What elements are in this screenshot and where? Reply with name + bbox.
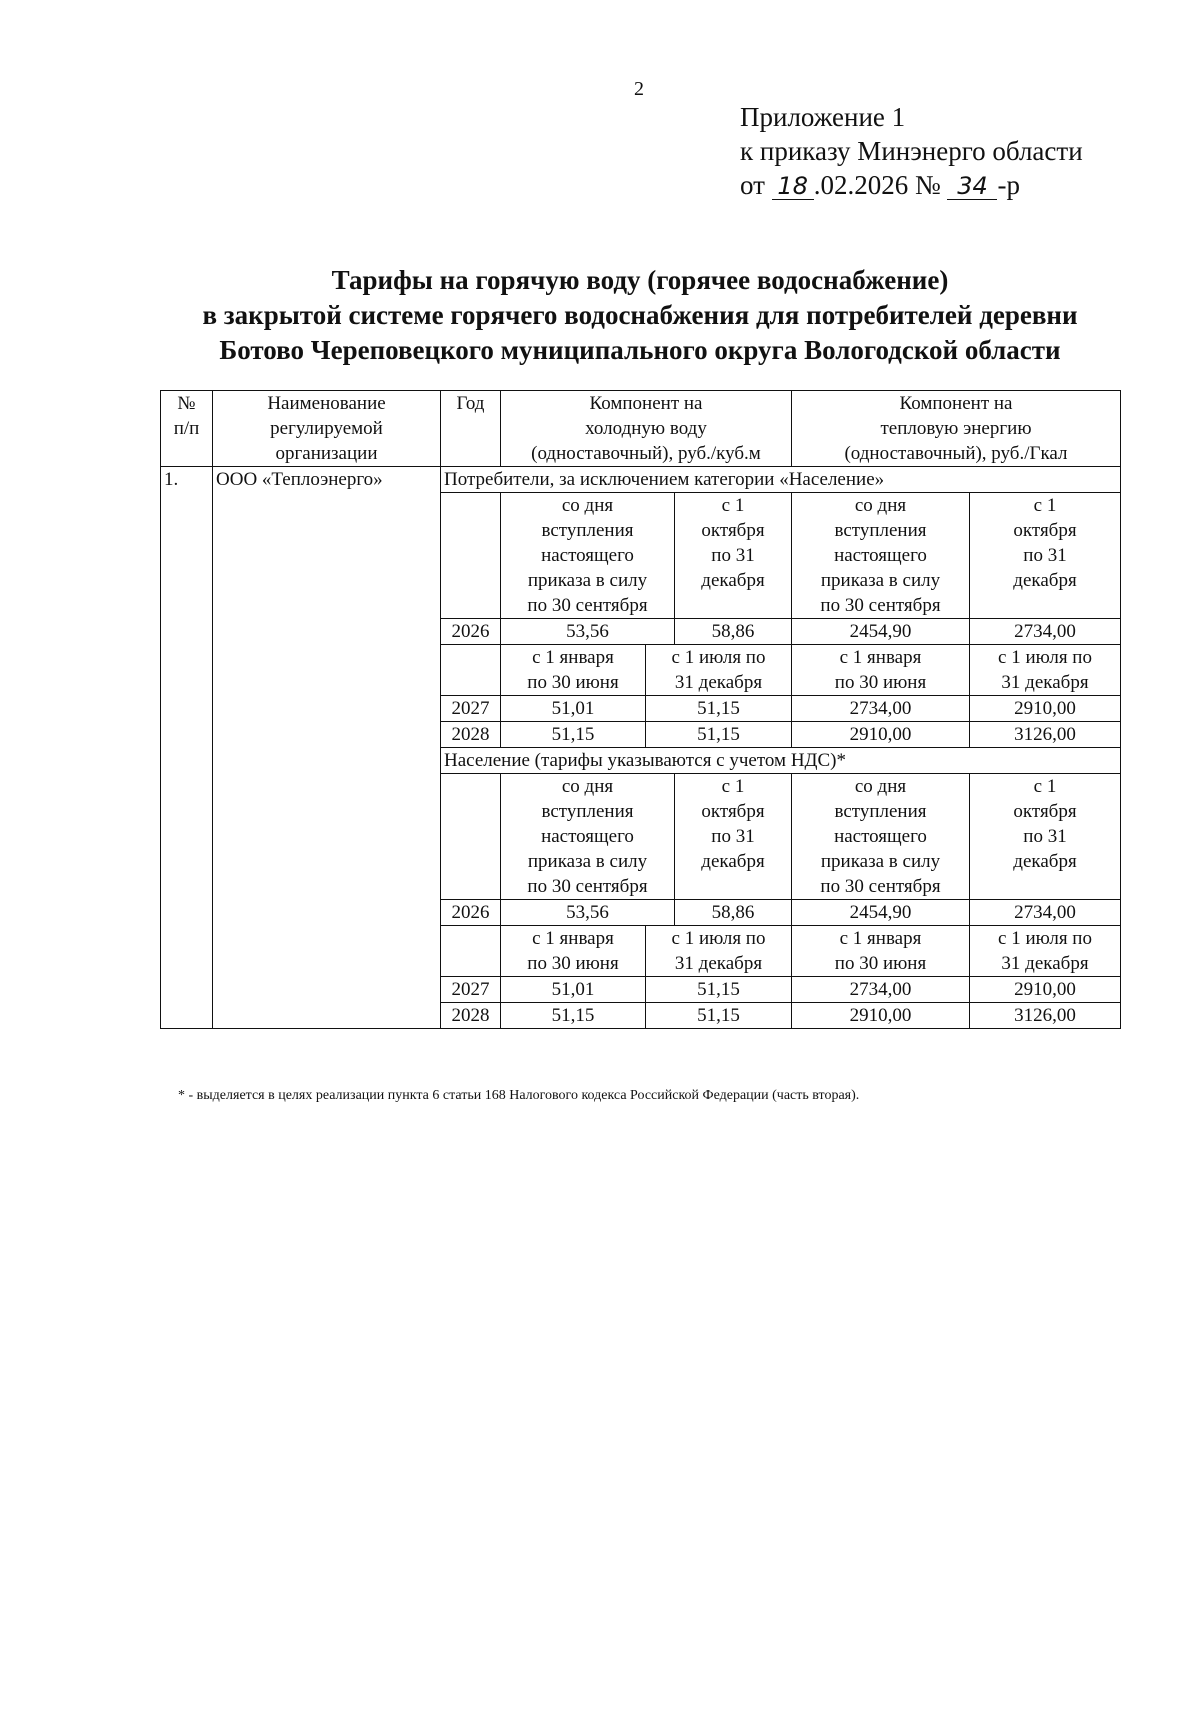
period-from-order: со дня вступления настоящего приказа в силу по 30 сентября: [792, 774, 970, 900]
period-jan-jun: с 1 января по 30 июня: [501, 926, 646, 977]
cold-value: 53,56: [501, 900, 675, 926]
cold-value: 51,15: [646, 696, 792, 722]
appendix-title: Приложение 1: [740, 102, 906, 132]
cold-value: 51,01: [501, 696, 646, 722]
year-blank: [441, 774, 501, 900]
tariff-table-wrapper: [160, 390, 1120, 1029]
heat-value: 3126,00: [970, 722, 1121, 748]
period-from-october: с 1 октября по 31 декабря: [970, 493, 1121, 619]
heat-value: 2454,90: [792, 900, 970, 926]
period-jul-dec: с 1 июля по 31 декабря: [646, 645, 792, 696]
appendix-block: [740, 100, 1083, 202]
period-from-order: со дня вступления настоящего приказа в силу по 30 сентября: [501, 493, 675, 619]
cold-value: 51,01: [501, 977, 646, 1003]
title-line-1: Тарифы на горячую воду (горячее водоснабжение): [331, 265, 949, 295]
header-num: № п/п: [161, 391, 213, 467]
number-prefix: №: [914, 170, 941, 200]
cold-value: 51,15: [501, 722, 646, 748]
year-cell: 2026: [441, 619, 501, 645]
appendix-order-ref: к приказу Минэнерго области: [740, 136, 1083, 166]
year-blank: [441, 645, 501, 696]
period-jan-jun: с 1 января по 30 июня: [792, 645, 970, 696]
handwritten-number: 34: [947, 173, 997, 200]
organization-name: ООО «Теплоэнерго»: [213, 467, 441, 1029]
group-label: Потребители, за исключением категории «Население»: [441, 467, 1121, 493]
group-label: Население (тарифы указываются с учетом НДС)*: [441, 748, 1121, 774]
appendix-date-line: [740, 168, 1083, 202]
period-jan-jun: с 1 января по 30 июня: [792, 926, 970, 977]
cold-value: 51,15: [646, 722, 792, 748]
header-organization: Наименование регулируемой организации: [213, 391, 441, 467]
title-line-2: в закрытой системе горячего водоснабжения для потребителей деревни: [202, 300, 1078, 330]
number-suffix: -р: [997, 170, 1020, 200]
header-cold-water: Компонент на холодную воду (одноставочный), руб./куб.м: [501, 391, 792, 467]
page-number: 2: [634, 78, 644, 100]
year-blank: [441, 493, 501, 619]
cold-value: 58,86: [675, 619, 792, 645]
heat-value: 2734,00: [970, 900, 1121, 926]
row-number: 1.: [161, 467, 213, 1029]
heat-value: 2454,90: [792, 619, 970, 645]
year-cell: 2028: [441, 1003, 501, 1029]
year-cell: 2027: [441, 696, 501, 722]
heat-value: 2734,00: [792, 696, 970, 722]
date-rest: .02.2026: [813, 170, 909, 200]
header-heat-energy: Компонент на тепловую энергию (одноставочный), руб./Гкал: [792, 391, 1121, 467]
heat-value: 3126,00: [970, 1003, 1121, 1029]
handwritten-day: 18: [772, 173, 814, 200]
period-jul-dec: с 1 июля по 31 декабря: [646, 926, 792, 977]
heat-value: 2910,00: [970, 977, 1121, 1003]
period-jan-jun: с 1 января по 30 июня: [501, 645, 646, 696]
cold-value: 58,86: [675, 900, 792, 926]
header-year: Год: [441, 391, 501, 467]
period-from-october: с 1 октября по 31 декабря: [675, 774, 792, 900]
footnote: * - выделяется в целях реализации пункта 6 статьи 168 Налогового кодекса Российской Федерации (часть вторая).: [178, 1088, 860, 1103]
heat-value: 2734,00: [970, 619, 1121, 645]
heat-value: 2910,00: [792, 722, 970, 748]
period-jul-dec: с 1 июля по 31 декабря: [970, 645, 1121, 696]
year-cell: 2027: [441, 977, 501, 1003]
year-blank: [441, 926, 501, 977]
period-from-order: со дня вступления настоящего приказа в силу по 30 сентября: [501, 774, 675, 900]
cold-value: 53,56: [501, 619, 675, 645]
header-row: [161, 391, 1121, 467]
period-from-october: с 1 октября по 31 декабря: [675, 493, 792, 619]
heat-value: 2910,00: [970, 696, 1121, 722]
period-jul-dec: с 1 июля по 31 декабря: [970, 926, 1121, 977]
cold-value: 51,15: [501, 1003, 646, 1029]
period-from-order: со дня вступления настоящего приказа в силу по 30 сентября: [792, 493, 970, 619]
document-title: [150, 263, 1130, 368]
group-label-row: [161, 467, 1121, 493]
title-line-3: Ботово Череповецкого муниципального округа Вологодской области: [219, 335, 1061, 365]
year-cell: 2028: [441, 722, 501, 748]
date-prefix: от: [740, 170, 765, 200]
heat-value: 2734,00: [792, 977, 970, 1003]
year-cell: 2026: [441, 900, 501, 926]
heat-value: 2910,00: [792, 1003, 970, 1029]
tariff-table: [160, 390, 1121, 1029]
cold-value: 51,15: [646, 1003, 792, 1029]
period-from-october: с 1 октября по 31 декабря: [970, 774, 1121, 900]
cold-value: 51,15: [646, 977, 792, 1003]
